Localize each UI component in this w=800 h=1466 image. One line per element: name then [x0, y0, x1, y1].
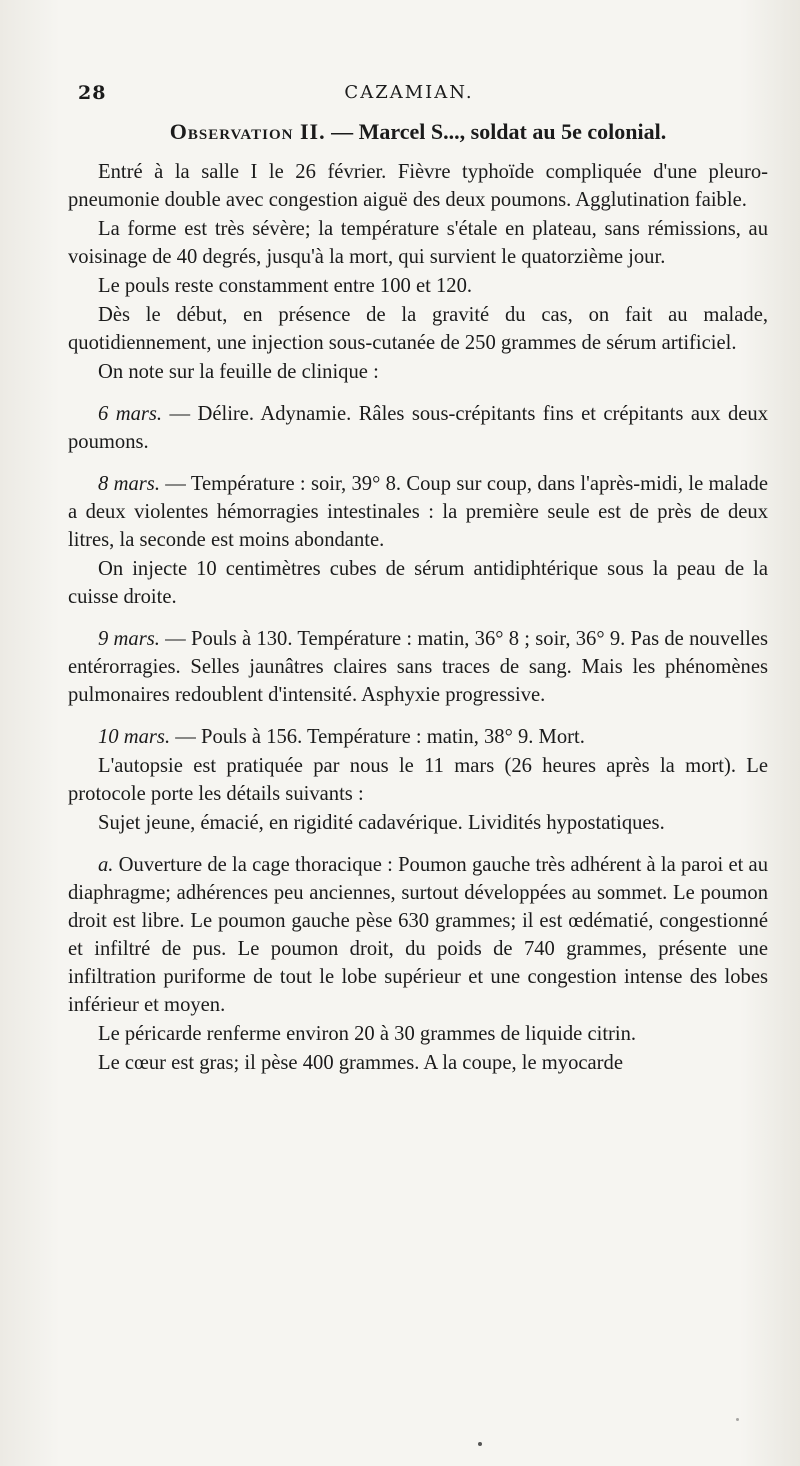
finding-label: a. — [98, 854, 114, 876]
entry-date: 6 mars. — [98, 403, 163, 425]
observation-title — [68, 118, 768, 146]
print-speck — [736, 1418, 739, 1421]
entry-9-mars — [68, 625, 768, 709]
page-body — [68, 118, 768, 1077]
page-header — [78, 82, 740, 108]
paragraph-admission: Entré à la salle I le 26 février. Fièvre typhoïde compliquée d'une pleuro-pneumonie double avec congestion aiguë des deux poumons. Agglutination faible. — [68, 161, 768, 211]
finding-text: Ouverture de la cage thoracique : Poumon gauche très adhérent à la paroi et au diaphragme; adhérences peu anciennes, surtout développées au sommet. Le poumon droit est libre. Le poumon gauche pèse 630 grammes; il est œdématié, congestionné et infiltré de pus. Le poumon droit, du poids de 740 grammes, présente une infiltration puriforme de tout le lobe supérieur et une congestion intense des lobes inférieur et moyen. — [68, 854, 768, 1016]
finding-a — [68, 851, 768, 1019]
entry-text: — Pouls à 156. Température : matin, 38° 9. Mort. — [170, 726, 585, 748]
page-number: 28 — [78, 82, 107, 104]
finding-coeur: Le cœur est gras; il pèse 400 grammes. A la coupe, le myocarde — [98, 1052, 623, 1074]
paragraph-subject: Sujet jeune, émacié, en rigidité cadavérique. Lividités hypostatiques. — [98, 812, 665, 834]
entry-6-mars — [68, 400, 768, 456]
observation-subject: — Marcel S..., soldat au 5e colonial. — [325, 119, 667, 144]
entry-date: 9 mars. — [98, 628, 160, 650]
entry-10-mars — [68, 723, 768, 751]
entry-text: — Température : soir, 39° 8. Coup sur coup, dans l'après-midi, le malade a deux violentes hémorragies intestinales : la première seule est de près de deux litres, la seconde est moins abondante. — [68, 473, 768, 551]
paragraph-autopsy: L'autopsie est pratiquée par nous le 11 mars (26 heures après la mort). Le protocole porte les détails suivants : — [68, 755, 768, 805]
entry-injection: On injecte 10 centimètres cubes de sérum antidiphtérique sous la peau de la cuisse droite. — [68, 558, 768, 608]
entry-date: 8 mars. — [98, 473, 160, 495]
entry-text: — Délire. Adynamie. Râles sous-crépitants fins et crépitants aux deux poumons. — [68, 403, 768, 453]
observation-label: Observation II. — [169, 119, 326, 144]
paragraph-treatment: Dès le début, en présence de la gravité du cas, on fait au malade, quotidiennement, une injection sous-cutanée de 250 grammes de sérum artificiel. — [68, 304, 768, 354]
paragraph-clinic-note: On note sur la feuille de clinique : — [98, 361, 379, 383]
running-head: CAZAMIAN. — [344, 82, 474, 103]
entry-8-mars — [68, 470, 768, 554]
print-speck — [478, 1442, 482, 1446]
entry-text: — Pouls à 130. Température : matin, 36° 8 ; soir, 36° 9. Pas de nouvelles entérorragies. Selles jaunâtres claires sans traces de sang. Mais les phénomènes pulmonaires redoublent d'intensité. Asphyxie progressive. — [68, 628, 769, 706]
paragraph-pulse: Le pouls reste constamment entre 100 et 120. — [98, 275, 473, 297]
paragraph-course: La forme est très sévère; la température s'étale en plateau, sans rémissions, au voisinage de 40 degrés, jusqu'à la mort, qui survient le quatorzième jour. — [68, 218, 768, 268]
entry-date: 10 mars. — [98, 726, 171, 748]
finding-pericarde: Le péricarde renferme environ 20 à 30 grammes de liquide citrin. — [98, 1023, 637, 1045]
